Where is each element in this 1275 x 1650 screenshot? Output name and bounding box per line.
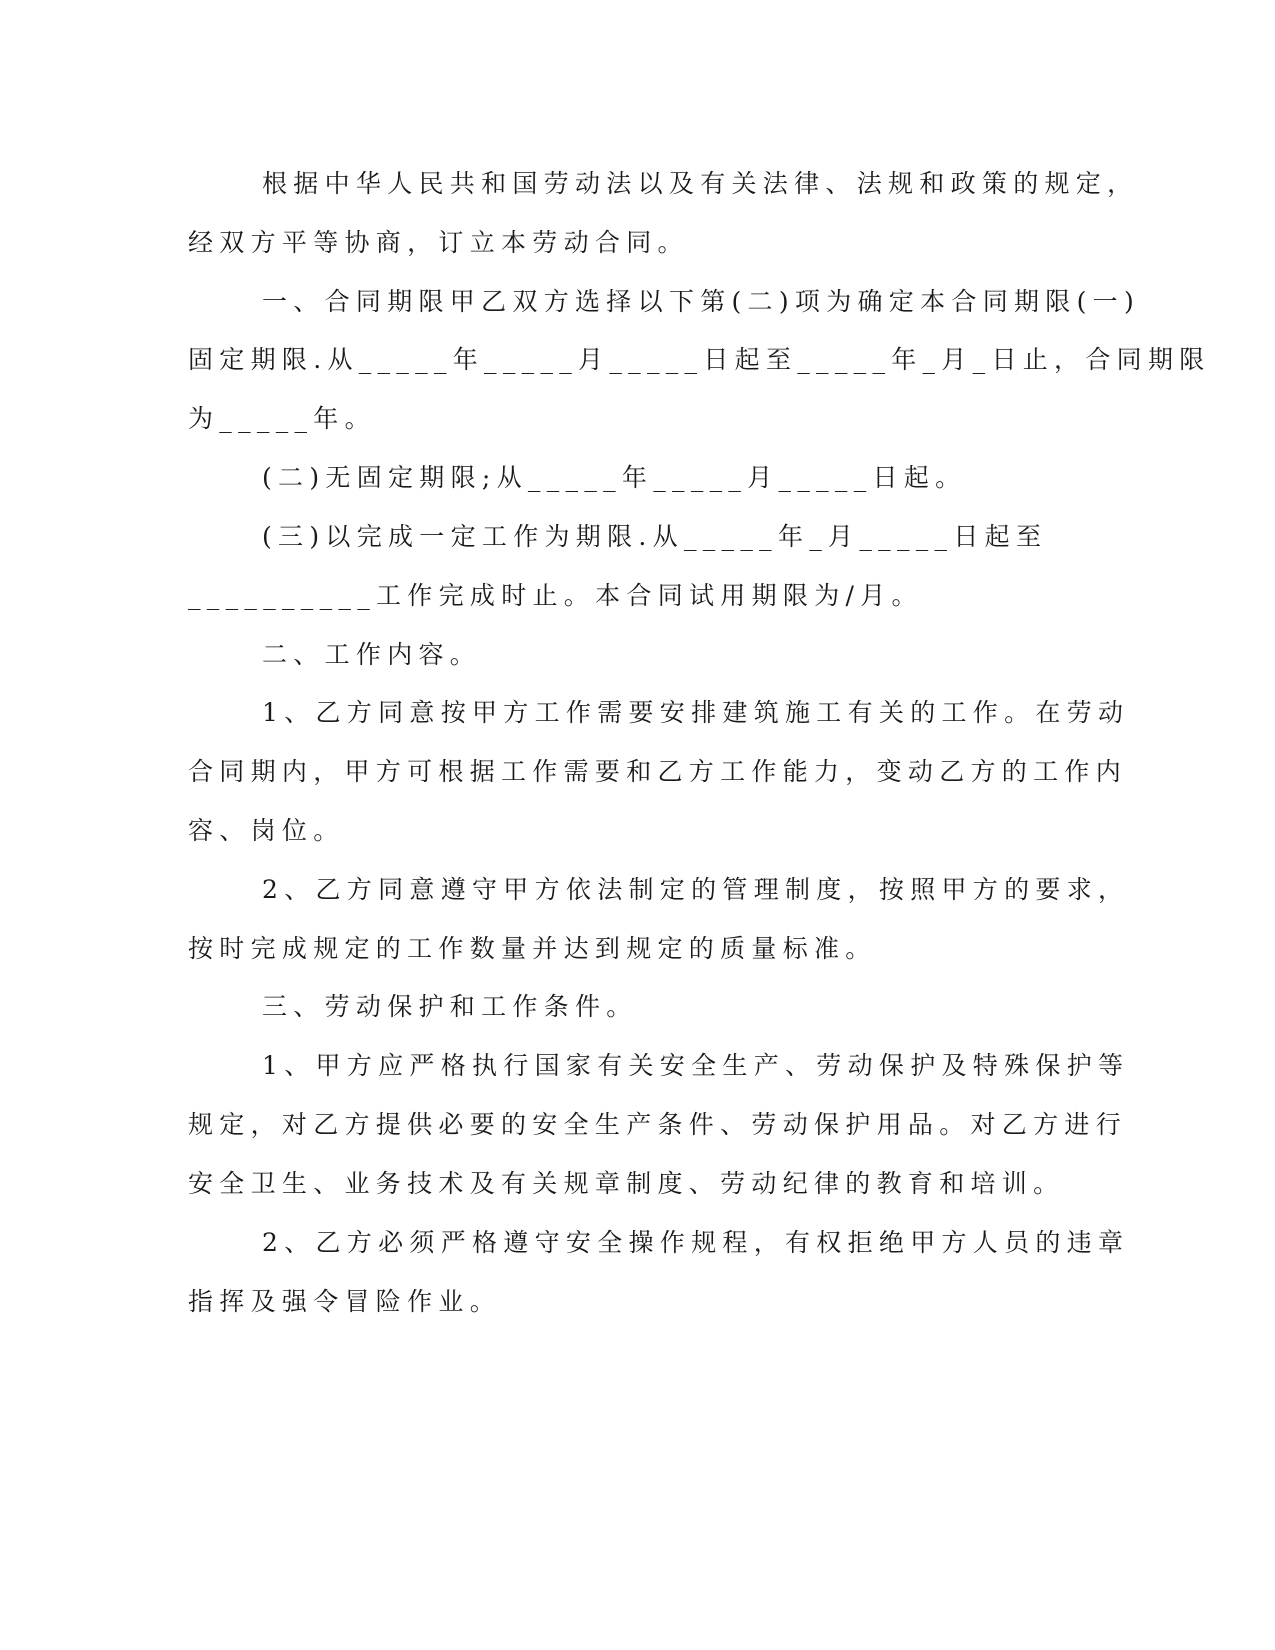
text-line: 1、乙方同意按甲方工作需要安排建筑施工有关的工作。在劳动 xyxy=(262,698,1130,727)
text-line: 经双方平等协商，订立本劳动合同。 xyxy=(188,228,689,257)
text-line: 容、岗位。 xyxy=(188,816,345,845)
text-line: 规定，对乙方提供必要的安全生产条件、劳动保护用品。对乙方进行 xyxy=(188,1110,1128,1139)
text-line: 一、合同期限甲乙双方选择以下第(二)项为确定本合同期限(一) xyxy=(262,287,1141,316)
text-line: 安全卫生、业务技术及有关规章制度、劳动纪律的教育和培训。 xyxy=(188,1169,1065,1198)
text-line: 按时完成规定的工作数量并达到规定的质量标准。 xyxy=(188,934,877,963)
text-line: 合同期内，甲方可根据工作需要和乙方工作能力，变动乙方的工作内 xyxy=(188,757,1128,786)
text-line: __________工作完成时止。本合同试用期限为/月。 xyxy=(188,581,923,610)
text-line: (三)以完成一定工作为期限.从_____年_月_____日起至 xyxy=(262,522,1048,551)
section-heading: 二、工作内容。 xyxy=(262,640,482,669)
text-line: 1、甲方应严格执行国家有关安全生产、劳动保护及特殊保护等 xyxy=(262,1051,1130,1080)
text-line: (二)无固定期限;从_____年_____月_____日起。 xyxy=(262,463,967,492)
text-line: 2、乙方同意遵守甲方依法制定的管理制度，按照甲方的要求， xyxy=(262,875,1130,904)
section-heading: 三、劳动保护和工作条件。 xyxy=(262,992,638,1021)
text-line: 根据中华人民共和国劳动法以及有关法律、法规和政策的规定， xyxy=(262,169,1139,198)
text-line: 指挥及强令冒险作业。 xyxy=(188,1287,502,1316)
text-line: 为_____年。 xyxy=(188,404,376,433)
text-line: 2、乙方必须严格遵守安全操作规程，有权拒绝甲方人员的违章 xyxy=(262,1228,1130,1257)
text-line: 固定期限.从_____年_____月_____日起至_____年_月_日止，合同期限 xyxy=(188,345,1211,374)
